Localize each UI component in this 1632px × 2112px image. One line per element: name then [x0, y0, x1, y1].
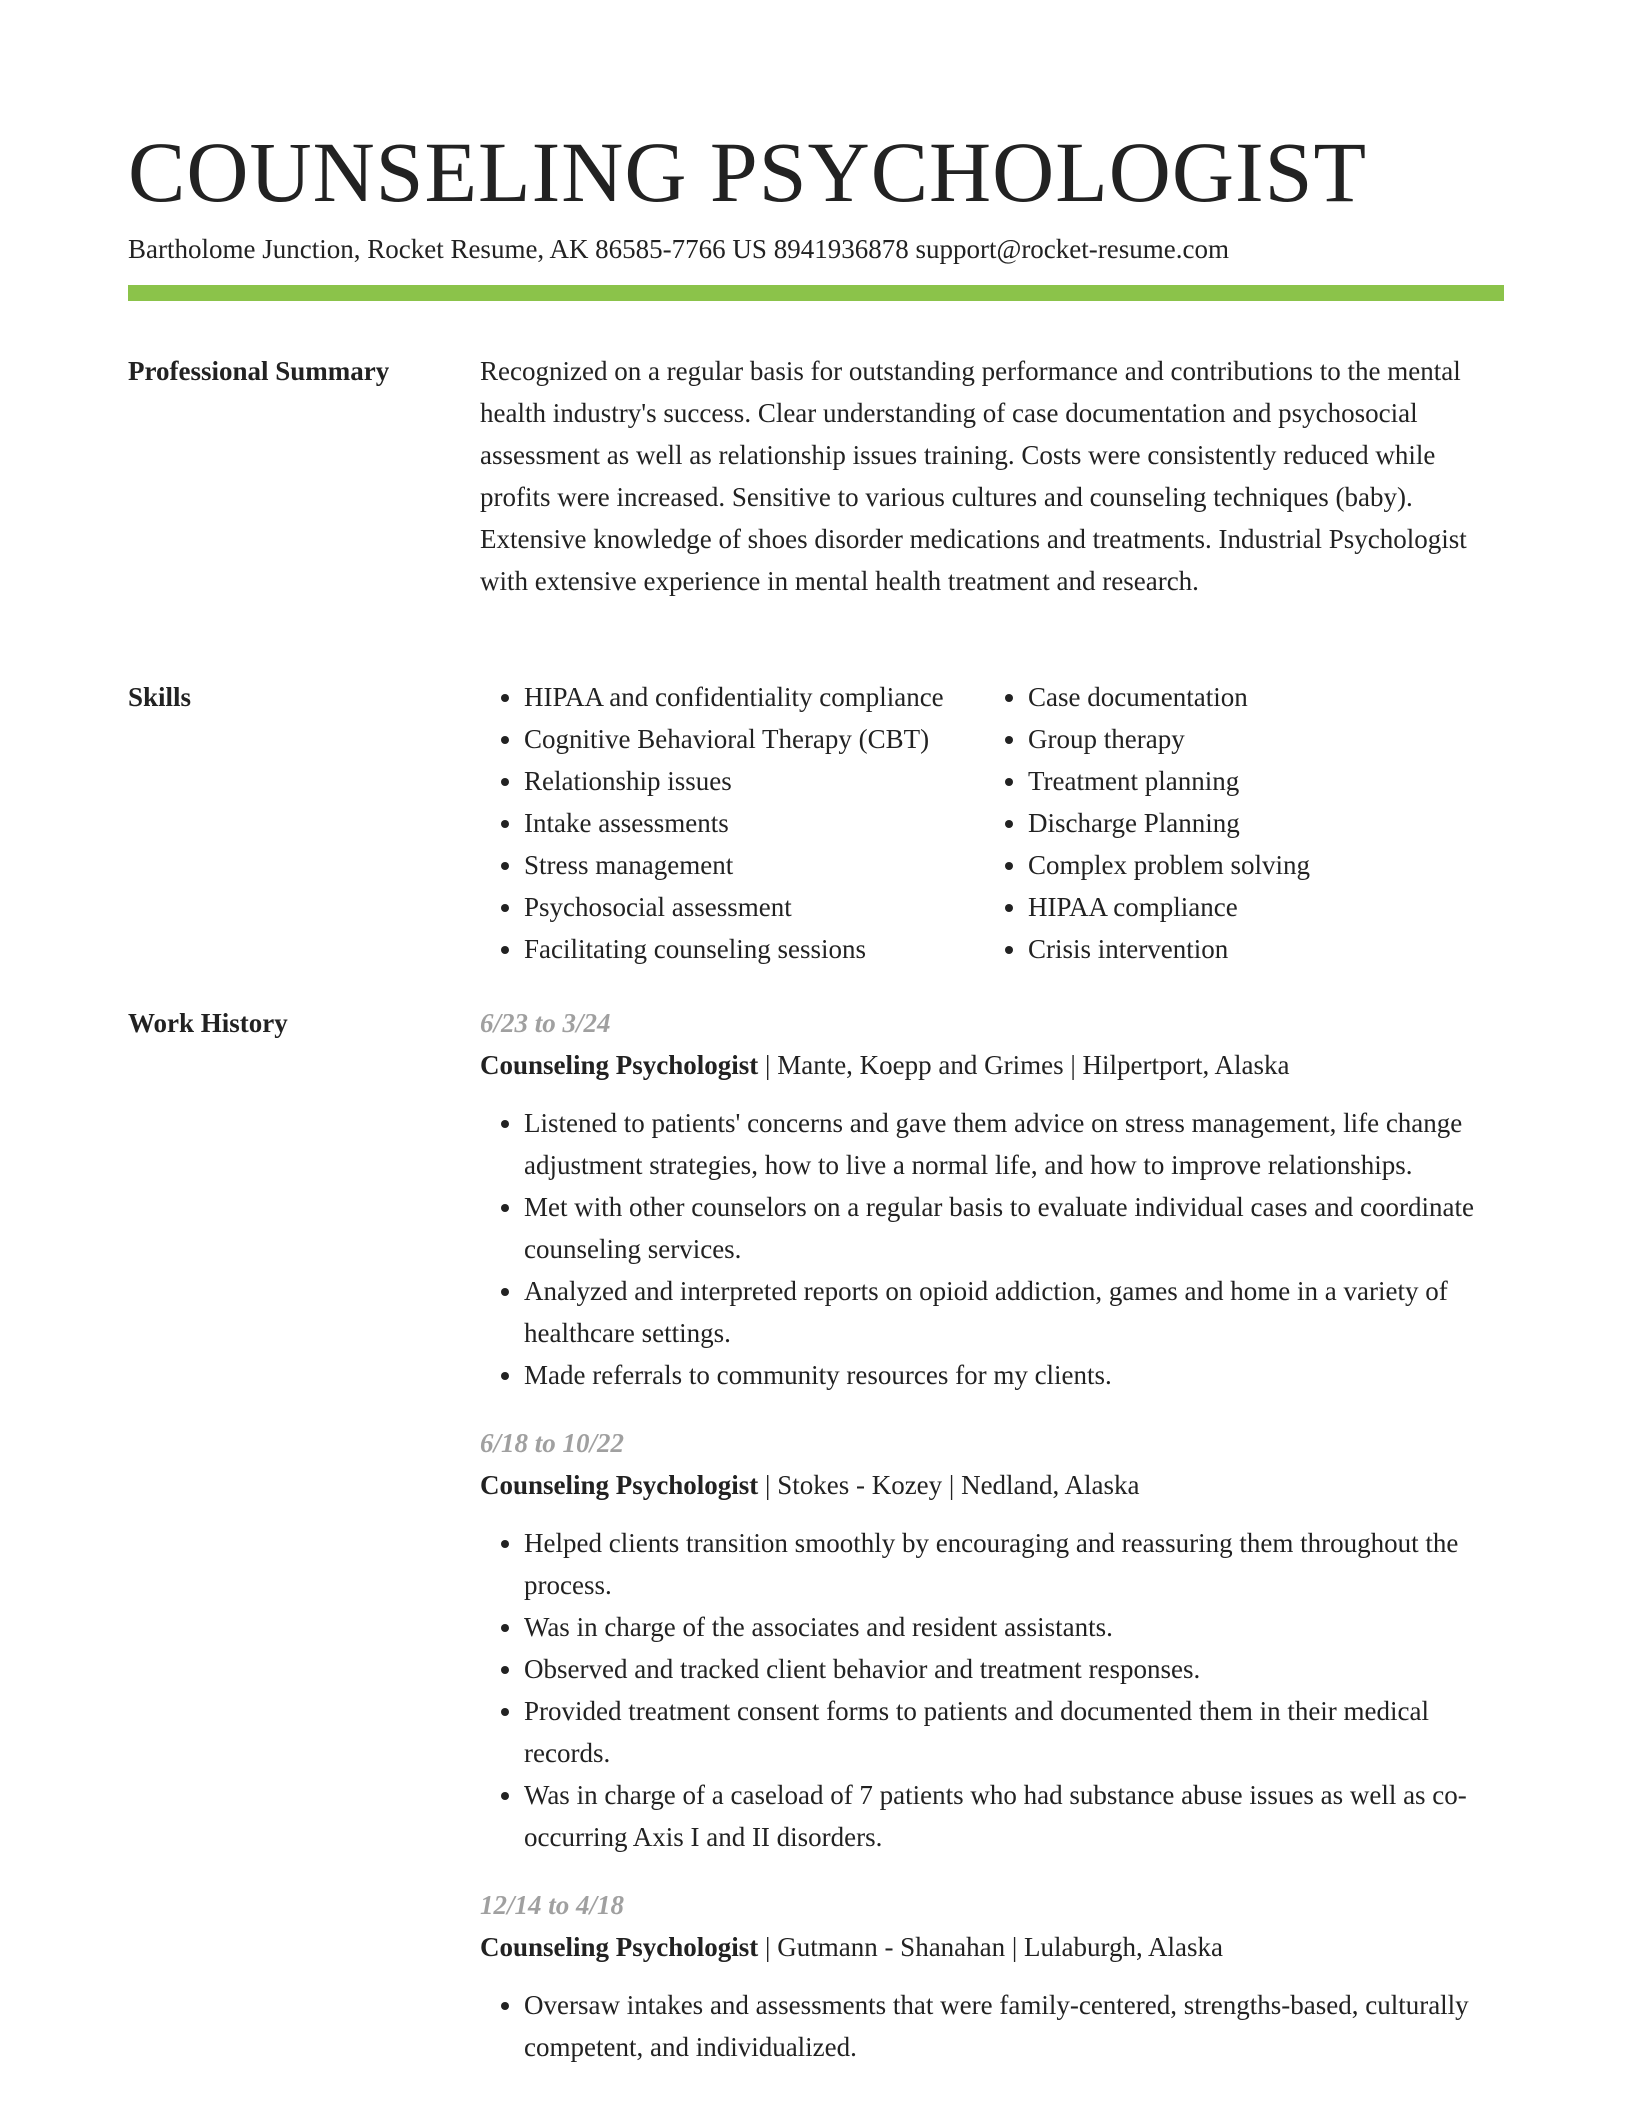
summary-body — [480, 350, 1504, 602]
skill-item: • Case documentation — [1028, 676, 1488, 718]
work-history-section-title: Work History — [128, 1008, 288, 1038]
summary-section-title: Professional Summary — [128, 356, 390, 386]
skill-item: • Crisis intervention — [1028, 928, 1488, 970]
job-bullet: • Provided treatment consent forms to patients and documented them in their medical records. — [524, 1690, 1504, 1774]
contact-line — [128, 232, 1229, 266]
job-bullet: • Oversaw intakes and assessments that were family-centered, strengths-based, culturally competent, and individualized. — [524, 1984, 1504, 2068]
skill-item: • Facilitating counseling sessions — [524, 928, 984, 970]
contact-phone: 8941936878 — [773, 234, 909, 264]
job-entry — [480, 1884, 1504, 2068]
skill-item: • Stress management — [524, 844, 984, 886]
job-bullet: • Was in charge of the associates and resident assistants. — [524, 1606, 1504, 1648]
job-title-line — [480, 1464, 1504, 1506]
contact-address: Bartholome Junction, Rocket Resume, AK 86585-7766 US — [128, 234, 767, 264]
job-dates: 12/14 to 4/18 — [480, 1890, 625, 1920]
skill-item: • Cognitive Behavioral Therapy (CBT) — [524, 718, 984, 760]
job-employer-location: | Stokes - Kozey | Nedland, Alaska — [758, 1470, 1140, 1500]
job-bullet: • Listened to patients' concerns and gave them advice on stress management, life change adjustment strategies, how to live a normal life, and how to improve relationships. — [524, 1102, 1504, 1186]
skills-body — [480, 676, 1504, 970]
skill-item: • HIPAA and confidentiality compliance — [524, 676, 984, 718]
summary-text: Recognized on a regular basis for outstanding performance and contributions to the mental health industry's success. Clear understanding of case documentation and psychosocial assessment as well as relationship issues training. Costs were consistently reduced while profits were increased. Sensitive to various cultures and counseling techniques (baby). Extensive knowledge of shoes disorder medications and treatments. Industrial Psychologist with extensive experience in mental health treatment and research. — [480, 356, 1467, 596]
skills-column-2 — [984, 676, 1488, 970]
job-dates: 6/23 to 3/24 — [480, 1008, 611, 1038]
skills-column-1 — [480, 676, 984, 970]
job-bullets — [480, 1102, 1504, 1396]
skill-item: • Relationship issues — [524, 760, 984, 802]
job-bullet: • Observed and tracked client behavior and treatment responses. — [524, 1648, 1504, 1690]
job-bullets — [480, 1984, 1504, 2068]
job-entry — [480, 1002, 1504, 1396]
resume-name-heading: COUNSELING PSYCHOLOGIST — [128, 124, 1368, 220]
job-title-line — [480, 1044, 1504, 1086]
job-bullet: • Was in charge of a caseload of 7 patients who had substance abuse issues as well as co-occurring Axis I and II disorders. — [524, 1774, 1504, 1858]
skill-item: • Discharge Planning — [1028, 802, 1488, 844]
job-title: Counseling Psychologist — [480, 1932, 759, 1962]
skill-item: • Treatment planning — [1028, 760, 1488, 802]
job-title: Counseling Psychologist — [480, 1050, 759, 1080]
job-bullets — [480, 1522, 1504, 1858]
job-bullet: • Analyzed and interpreted reports on opioid addiction, games and home in a variety of healthcare settings. — [524, 1270, 1504, 1354]
job-bullet: • Helped clients transition smoothly by encouraging and reassuring them throughout the process. — [524, 1522, 1504, 1606]
header-divider — [128, 285, 1504, 301]
job-bullet: • Met with other counselors on a regular basis to evaluate individual cases and coordinate counseling services. — [524, 1186, 1504, 1270]
skill-item: • Group therapy — [1028, 718, 1488, 760]
skill-item: • Intake assessments — [524, 802, 984, 844]
work-history-body — [480, 1002, 1504, 2094]
job-entry — [480, 1422, 1504, 1858]
job-employer-location: | Mante, Koepp and Grimes | Hilpertport, Alaska — [758, 1050, 1290, 1080]
contact-email[interactable]: support@rocket-resume.com — [915, 234, 1229, 264]
skill-item: • HIPAA compliance — [1028, 886, 1488, 928]
job-bullet: • Made referrals to community resources for my clients. — [524, 1354, 1504, 1396]
skill-item: • Psychosocial assessment — [524, 886, 984, 928]
job-dates: 6/18 to 10/22 — [480, 1428, 625, 1458]
job-title-line — [480, 1926, 1504, 1968]
job-employer-location: | Gutmann - Shanahan | Lulaburgh, Alaska — [758, 1932, 1224, 1962]
skills-section-title: Skills — [128, 682, 192, 712]
job-title: Counseling Psychologist — [480, 1470, 759, 1500]
skill-item: • Complex problem solving — [1028, 844, 1488, 886]
